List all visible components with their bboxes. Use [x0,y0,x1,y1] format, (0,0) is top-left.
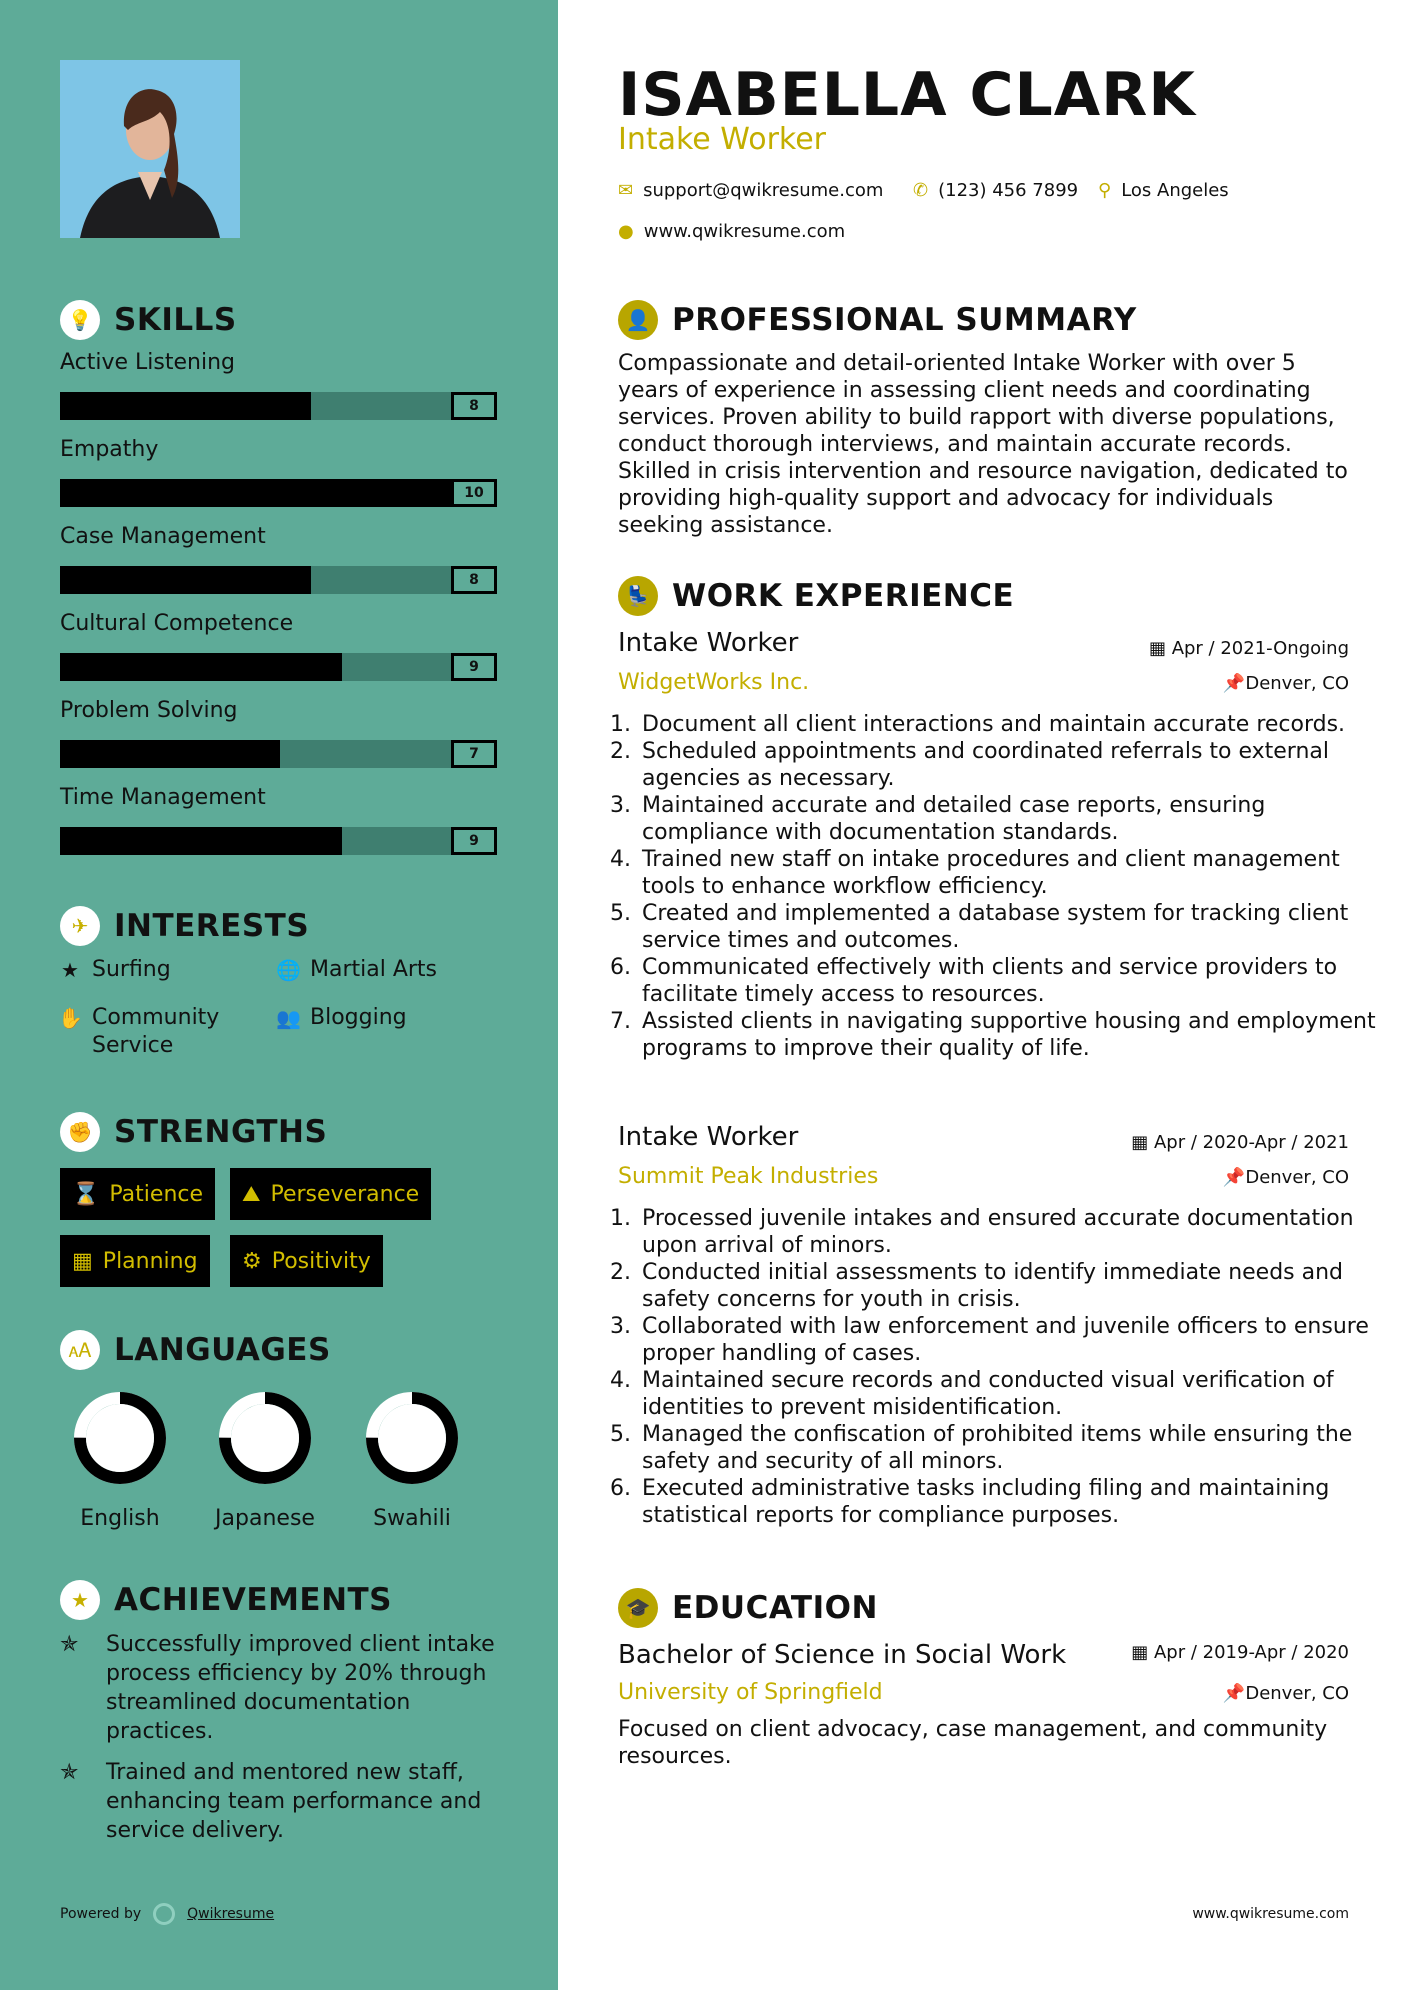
language-ring-center [231,1404,299,1472]
office-chair-icon: 💺 [618,576,658,616]
language-ring [362,1388,462,1488]
job-bullet: 3. Collaborated with law enforcement and juvenile officers to ensure proper handling of cases. [638,1313,1388,1367]
powered-by [60,1903,274,1925]
language-label: English [80,1506,160,1531]
skills-header [60,300,237,340]
degree-title: Bachelor of Science in Social Work [618,1640,1067,1670]
star-icon: ★ [61,958,79,982]
strengths-title: STRENGTHS [114,1114,328,1150]
achievement-text: Successfully improved client intake process efficiency by 20% through streamlined documentation practices. [106,1632,495,1744]
job-date-text: Apr / 2021-Ongoing [1171,638,1349,659]
education-location-text: Denver, CO [1245,1683,1349,1704]
globe-icon: ● [618,221,634,242]
skill-bar [60,479,497,507]
summary-header [618,300,1137,340]
skill-bar-fill [60,392,311,420]
skill-score: 9 [451,653,497,681]
job-date-text: Apr / 2020-Apr / 2021 [1153,1132,1349,1153]
hourglass-icon: ⌛ [72,1181,100,1207]
powered-prefix: Powered by [60,1906,142,1922]
skill-label: Case Management [60,524,266,549]
achievements-title: ACHIEVEMENTS [114,1582,393,1618]
achievement-text: Trained and mentored new staff, enhancing team performance and service delivery. [106,1760,482,1843]
skill-bar-fill [60,740,280,768]
language-item [50,1388,190,1531]
skill-bar-fill [60,479,452,507]
road-icon: ⛰ [242,1181,261,1207]
education-header [618,1588,878,1628]
skill-score: 9 [451,827,497,855]
pin-icon: 📌 [1222,1167,1246,1188]
skill-bar [60,740,497,768]
phone-text: (123) 456 7899 [938,180,1079,201]
skill-bar [60,653,497,681]
job-title: Intake Worker [618,628,799,658]
person-portrait-icon [60,60,240,238]
calendar-icon: ▦ [1131,1132,1154,1153]
language-label: Swahili [373,1506,451,1531]
contact-location [1098,180,1229,201]
lightbulb-icon: 💡 [60,300,100,340]
contact-website[interactable] [618,221,845,242]
work-title: WORK EXPERIENCE [672,578,1015,614]
skill-bar [60,566,497,594]
strength-label: Patience [109,1181,204,1207]
skill-bar-fill [60,653,342,681]
skill-score: 8 [451,392,497,420]
job-bullet: 7. Assisted clients in navigating supportive housing and employment programs to improve their quality of life. [638,1008,1388,1062]
education-title: EDUCATION [672,1590,878,1626]
interest-label: Blogging [310,1005,407,1030]
job-company: WidgetWorks Inc. [618,670,810,695]
website-text: www.qwikresume.com [643,221,846,242]
fist-icon: ✊ [60,1112,100,1152]
job-bullets [618,1205,1388,1529]
language-item [342,1388,482,1531]
strength-badge [230,1235,383,1287]
phone-icon: ✆ [913,180,929,201]
summary-text: Compassionate and detail-oriented Intake Worker with over 5 years of experience in assessing client needs and coordinating services. Proven ability to build rapport with diverse populations, conduct thorough interviews, and maintain accurate records. Skilled in crisis intervention and resource navigation, dedicated to providing high-quality support and advocacy for individuals seeking assistance. [618,351,1348,538]
skill-score: 8 [451,566,497,594]
calendar-icon: ▦ [1131,1642,1154,1663]
skill-label: Cultural Competence [60,611,294,636]
interests-header [60,906,309,946]
paper-plane-icon: ✈ [60,906,100,946]
profile-photo [60,60,240,238]
school-name: University of Springfield [618,1680,883,1705]
email-text: support@qwikresume.com [643,180,884,201]
calendar-icon: ▦ [1148,638,1172,659]
job-bullet: 5. Created and implemented a database system for tracking client service times and outcomes. [638,900,1388,954]
graduate-icon: 🎓 [618,1588,658,1628]
language-label: Japanese [215,1506,315,1531]
education-location [1223,1683,1349,1704]
job-bullet: 5. Managed the confiscation of prohibited items while ensuring the safety and security of all minors. [638,1421,1388,1475]
strength-label: Positivity [271,1248,371,1274]
skill-bar-fill [60,566,311,594]
pin-icon: 📌 [1222,673,1246,694]
strength-badge [230,1168,431,1220]
interest-item [58,1004,248,1060]
job-location [1223,1167,1349,1188]
candidate-name: ISABELLA CLARK [618,60,1196,130]
interest-item [276,956,437,984]
skill-bar-fill [60,827,342,855]
education-date [1131,1642,1349,1663]
interests-title: INTERESTS [114,908,310,944]
envelope-icon: ✉ [618,180,634,201]
work-header [618,576,1014,616]
job-bullet: 4. Maintained secure records and conducted visual verification of identities to prevent misidentification. [638,1367,1388,1421]
language-item [195,1388,335,1531]
job-bullet: 6. Communicated effectively with clients and service providers to facilitate timely access to resources. [638,954,1388,1008]
job-bullets [618,711,1388,1062]
job-date [1149,638,1349,659]
job-bullet: 6. Executed administrative tasks including filing and maintaining statistical reports for compliance purposes. [638,1475,1388,1529]
footer-url[interactable]: www.qwikresume.com [1192,1906,1349,1922]
job-bullet: 2. Scheduled appointments and coordinated referrals to external agencies as necessary. [638,738,1388,792]
interest-label: Surfing [92,957,171,982]
users-icon: 👥 [276,1006,301,1030]
strength-badge [60,1168,215,1220]
interest-label: Martial Arts [310,957,438,982]
candidate-role: Intake Worker [618,122,826,157]
language-ring-center [86,1404,154,1472]
globe-icon: 🌐 [276,958,301,982]
pin-icon: 📌 [1222,1683,1246,1704]
skill-score: 7 [451,740,497,768]
hand-icon: ✋ [58,1006,83,1030]
language-ring [215,1388,315,1488]
job-bullet: 1. Processed juvenile intakes and ensured accurate documentation upon arrival of minors. [638,1205,1388,1259]
strength-label: Planning [102,1248,198,1274]
gear-icon: ⚙ [242,1248,262,1274]
interest-item [58,956,171,984]
achievement-item [60,1630,500,1746]
skill-bar [60,392,497,420]
job-bullet: 2. Conducted initial assessments to identify immediate needs and safety concerns for youth in crisis. [638,1259,1388,1313]
skill-score: 10 [451,479,497,507]
skills-title: SKILLS [114,302,237,338]
skill-label: Active Listening [60,350,236,375]
skill-bar [60,827,497,855]
job-date [1131,1132,1349,1153]
interest-item [276,1004,407,1032]
skill-label: Empathy [60,437,159,462]
job-location-text: Denver, CO [1245,673,1349,694]
job-location-text: Denver, CO [1245,1167,1349,1188]
languages-header [60,1330,331,1370]
summary-title: PROFESSIONAL SUMMARY [672,302,1137,338]
sidebar [0,0,558,1990]
user-icon: 👤 [618,300,658,340]
language-ring [70,1388,170,1488]
skill-label: Time Management [60,785,266,810]
language-ring-center [378,1404,446,1472]
job-bullet: 1. Document all client interactions and maintain accurate records. [638,711,1388,738]
achievement-item [60,1758,500,1845]
location-text: Los Angeles [1121,180,1229,201]
job-bullet: 4. Trained new staff on intake procedures and client management tools to enhance workflow efficiency. [638,846,1388,900]
contact-phone[interactable] [913,180,1078,201]
map-pin-icon: ⚲ [1098,180,1112,201]
qwikresume-logo-icon [153,1903,175,1925]
job-location [1223,673,1349,694]
strengths-header [60,1112,327,1152]
job-company: Summit Peak Industries [618,1164,879,1189]
calendar-icon: ▦ [72,1248,93,1274]
trophy-star-icon: ✯ [60,1760,79,1785]
languages-title: LANGUAGES [114,1332,331,1368]
skill-label: Problem Solving [60,698,238,723]
job-title: Intake Worker [618,1122,799,1152]
strength-label: Perseverance [270,1181,420,1207]
education-description: Focused on client advocacy, case management, and community resources. [618,1717,1328,1769]
language-icon: 🗚 [60,1330,100,1370]
interest-label: Community Service [92,1005,220,1058]
job-bullet: 3. Maintained accurate and detailed case reports, ensuring compliance with documentation standards. [638,792,1388,846]
strength-badge [60,1235,210,1287]
trophy-star-icon: ✯ [60,1632,79,1657]
contact-email[interactable] [618,180,883,201]
main-content [558,0,1407,1990]
achievements-header [60,1580,392,1620]
star-badge-icon: ★ [60,1580,100,1620]
education-date-text: Apr / 2019-Apr / 2020 [1153,1642,1349,1663]
powered-brand-link[interactable]: Qwikresume [187,1906,275,1922]
